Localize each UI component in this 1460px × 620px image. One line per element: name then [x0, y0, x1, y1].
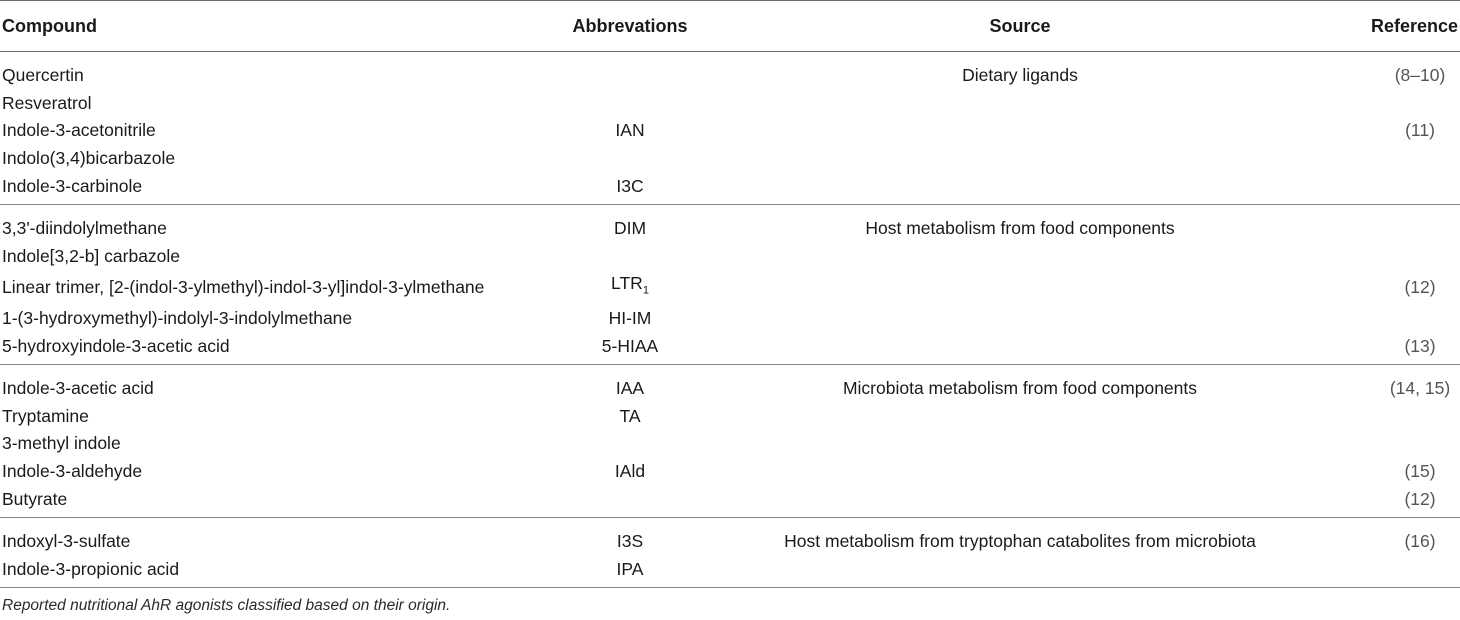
compound-cell: Indole-3-propionic acid [2, 558, 180, 579]
source-cell [750, 117, 1340, 145]
reference-link [1340, 243, 1460, 271]
header-reference: Reference [1370, 15, 1458, 36]
header-compound: Compound [2, 15, 97, 36]
abbr-cell [560, 90, 750, 118]
group-microbiota-metabolism [0, 364, 1460, 517]
group-host-metabolism-tryptophan [0, 517, 1460, 587]
source-cell [750, 243, 1340, 271]
table-row [0, 430, 1460, 458]
abbr-cell [560, 243, 750, 271]
reference-link [1340, 402, 1460, 430]
compound-cell: Tryptamine [2, 405, 89, 426]
table-row [0, 364, 1460, 402]
table-row [0, 145, 1460, 173]
source-cell [750, 555, 1340, 587]
compound-cell: 1-(3-hydroxymethyl)-indolyl-3-indolylmethane [2, 307, 353, 328]
reference-link [1340, 172, 1460, 204]
abbr-subscript: 1 [642, 284, 649, 297]
source-cell [750, 485, 1340, 517]
reference-link[interactable]: (14, 15) [1389, 378, 1451, 399]
group-host-metabolism-food [0, 204, 1460, 364]
abbr-cell [560, 430, 750, 458]
table-row [0, 458, 1460, 486]
table-row [0, 402, 1460, 430]
table-caption: Reported nutritional AhR agonists classified based on their origin. [2, 597, 451, 614]
compound-cell: Indole-3-acetonitrile [2, 120, 156, 141]
reference-link[interactable]: (12) [1404, 488, 1436, 509]
reference-link [1340, 204, 1460, 242]
table-row [0, 332, 1460, 364]
compound-cell: 3,3'-diindolylmethane [2, 218, 167, 239]
table-row [0, 555, 1460, 587]
abbr-cell: I3S [616, 531, 644, 552]
reference-link[interactable]: (15) [1404, 460, 1436, 481]
compound-cell: Quercertin [2, 65, 84, 86]
header-abbreviations: Abbrevations [572, 15, 688, 36]
compound-cell: Indolo(3,4)bicarbazole [2, 148, 176, 169]
abbr-cell: IAN [615, 120, 645, 141]
reference-link [1340, 90, 1460, 118]
source-cell [750, 402, 1340, 430]
abbr-cell: IAA [615, 378, 645, 399]
source-cell: Host metabolism from food components [865, 218, 1175, 239]
group-dietary-ligands [0, 52, 1460, 205]
table-row [0, 52, 1460, 90]
abbr-cell [560, 485, 750, 517]
compound-cell: 3-methyl indole [2, 433, 121, 454]
compound-cell: 5-hydroxyindole-3-acetic acid [2, 335, 230, 356]
table-row [0, 485, 1460, 517]
abbr-cell: 5-HIAA [601, 335, 659, 356]
reference-link[interactable]: (13) [1404, 335, 1436, 356]
table-row [0, 172, 1460, 204]
table-header [0, 1, 1460, 52]
compound-cell: Indoxyl-3-sulfate [2, 531, 131, 552]
reference-link[interactable]: (8–10) [1394, 65, 1446, 86]
source-cell [750, 172, 1340, 204]
table-row [0, 90, 1460, 118]
compound-cell: Indole-3-carbinole [2, 175, 143, 196]
table-row [0, 270, 1460, 305]
abbr-cell [560, 145, 750, 173]
table-row [0, 305, 1460, 333]
header-source: Source [989, 15, 1051, 36]
source-cell [750, 145, 1340, 173]
reference-link[interactable]: (12) [1404, 276, 1436, 297]
reference-link[interactable]: (16) [1404, 531, 1436, 552]
abbr-cell [560, 270, 750, 305]
abbr-text: LTR [611, 273, 643, 294]
table-row [0, 117, 1460, 145]
compound-cell: Butyrate [2, 488, 68, 509]
compound-cell: Linear trimer, [2-(indol-3-ylmethyl)-indol-3-yl]indol-3-ylmethane [2, 276, 485, 297]
table-row [0, 243, 1460, 271]
compound-cell: Indole-3-acetic acid [2, 378, 154, 399]
source-cell [750, 332, 1340, 364]
header-row [0, 1, 1460, 52]
source-cell: Microbiota metabolism from food components [842, 378, 1198, 399]
abbr-cell: IPA [616, 558, 644, 579]
compound-cell: Indole[3,2-b] carbazole [2, 245, 181, 266]
source-cell [750, 458, 1340, 486]
abbr-cell: I3C [616, 175, 644, 196]
reference-link [1340, 305, 1460, 333]
abbr-cell: HI-IM [608, 307, 652, 328]
abbr-cell: TA [619, 405, 641, 426]
reference-link [1340, 145, 1460, 173]
table-row [0, 204, 1460, 242]
source-cell [750, 90, 1340, 118]
compound-cell: Resveratrol [2, 92, 92, 113]
table-row [0, 517, 1460, 555]
reference-link[interactable]: (11) [1405, 120, 1435, 141]
reference-link [1340, 555, 1460, 587]
reference-link [1340, 430, 1460, 458]
source-cell: Host metabolism from tryptophan catabolites from microbiota [784, 531, 1256, 552]
compound-cell: Indole-3-aldehyde [2, 460, 143, 481]
abbr-cell: IAld [614, 460, 646, 481]
abbr-cell: DIM [613, 218, 647, 239]
source-cell [750, 270, 1340, 305]
abbr-cell [560, 52, 750, 90]
source-cell: Dietary ligands [962, 65, 1078, 86]
source-cell [750, 305, 1340, 333]
source-cell [750, 430, 1340, 458]
